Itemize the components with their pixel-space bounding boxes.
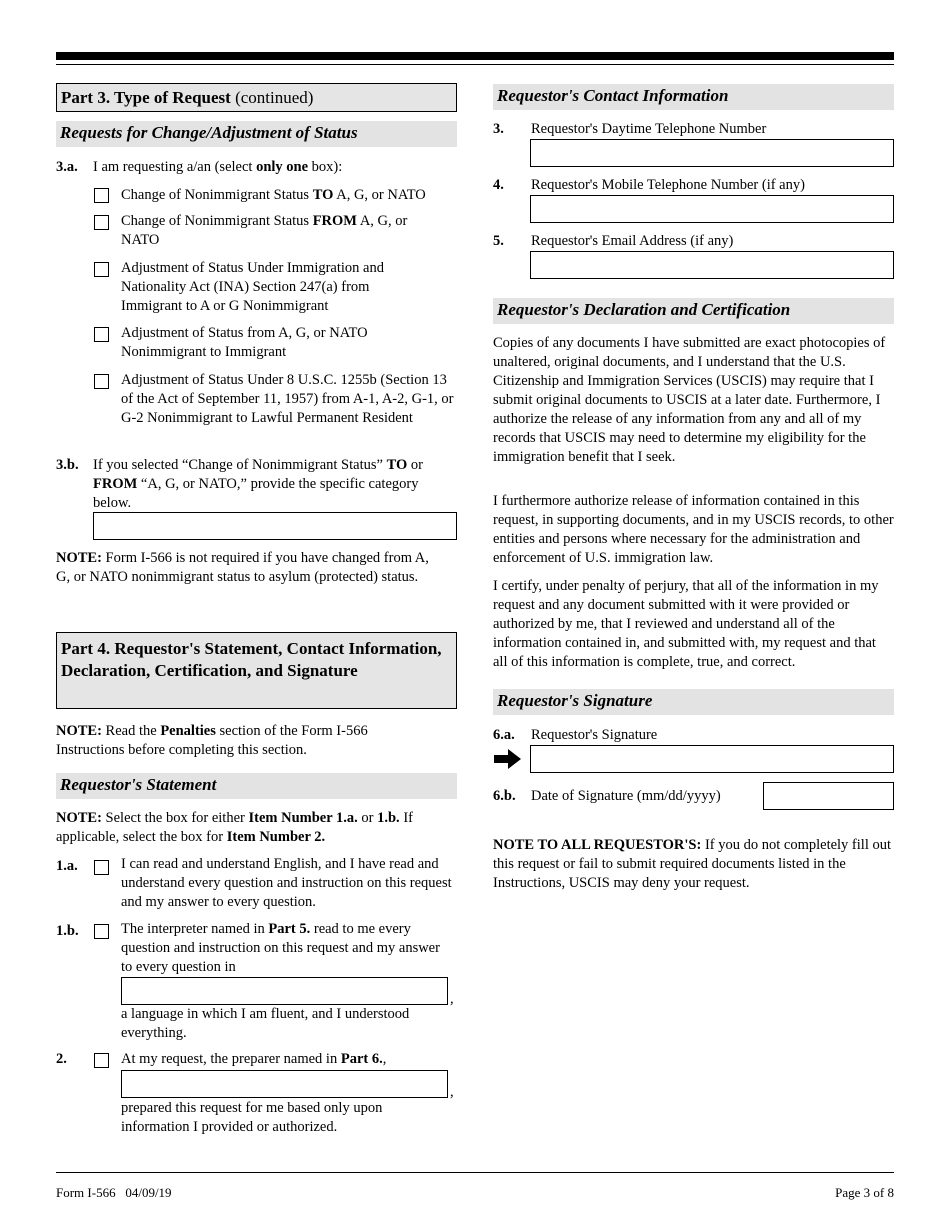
item-3b-t1: If you selected “Change of Nonimmigrant Status” [93,457,387,473]
statement-note-label: NOTE: [56,810,102,826]
item-5-label: Requestor's Email Address (if any) [531,233,734,249]
statement-note-t1: Select the box for either [101,810,249,826]
part3-note-text: Form I-566 is not required if you have changed from A, G, or NATO nonimmigrant status to asylum (protected) status. [56,550,429,585]
item-2-number: 2. [56,1051,67,1067]
item-6b-label: Date of Signature (mm/dd/yyyy) [531,788,721,804]
part3-title [56,83,457,112]
option-adjust-to-immigrant: Adjustment of Status from A, G, or NATO Nonimmigrant to Immigrant [121,325,368,360]
part3-title-rest: (continued) [230,88,314,107]
signature-input[interactable] [530,745,894,773]
item-1b-text [121,920,451,977]
part4-title: Part 4. Requestor's Statement, Contact Information, Declaration, Certification, and Signature [56,632,457,709]
final-note-label: NOTE TO ALL REQUESTOR'S: [493,837,702,853]
language-input[interactable] [121,977,448,1005]
arrow-right-icon [494,749,522,769]
checkbox-adjust-247a[interactable] [94,262,109,277]
item-4-number: 4. [493,177,504,193]
top-rule-thin [56,64,894,65]
item-4-label: Requestor's Mobile Telephone Number (if any) [531,177,805,193]
part4-note-pre: Read the [101,723,161,739]
item-3a-text-before: I am requesting a/an (select [93,159,257,175]
item-3a-number: 3.a. [56,159,78,175]
item-3b-text [93,456,455,513]
preparer-input[interactable] [121,1070,448,1098]
part4-note [56,722,416,760]
final-note-text: If you do not completely fill out this request or fail to submit required documents listed in the Instructions, USCIS may deny your request. [493,837,892,891]
item-3a-text-bold: only one [256,159,309,175]
opt1-bold: FROM [312,213,357,229]
item-2-bold: Part 6. [340,1051,383,1067]
section-declaration: Requestor's Declaration and Certification [493,298,894,324]
checkbox-1a-english[interactable] [94,860,109,875]
part3-note [56,549,446,587]
email-input[interactable] [530,251,894,279]
item-3b-number: 3.b. [56,457,79,473]
item-3b-t3: “A, G, or NATO,” provide the specific category below. [93,476,419,511]
item-6a-number: 6.a. [493,727,515,743]
part4-note-bold: Penalties [160,723,216,739]
option-adjust-1255b: Adjustment of Status Under 8 U.S.C. 1255b (Section 13 of the Act of September 11, 1957) from A-1, A-2, G-1, or G-2 Nonimmigrant to Lawful Permanent Resident [121,372,454,426]
item-6a-label: Requestor's Signature [531,727,658,743]
daytime-phone-input[interactable] [530,139,894,167]
item-3-label: Requestor's Daytime Telephone Number [531,121,767,137]
footer-page-number: Page 3 of 8 [835,1185,894,1200]
item-2-after: prepared this request for me based only upon information I provided or authorized. [121,1100,383,1135]
top-rule-thick [56,52,894,60]
declaration-para-1: Copies of any documents I have submitted are exact photocopies of unaltered, original documents, and I understand that the U.S. Citizenship and Immigration Services (USCIS) may require that I submit original documents to USCIS at a later date. Furthermore, I authorize the release of any information from any and all of my records that USCIS may need to determine my eligibility for the immigration benefit that I seek. [493,335,886,465]
opt0-bold: TO [312,187,334,203]
item-3a-text [93,158,342,177]
final-note [493,836,894,893]
declaration-para-3: I certify, under penalty of perjury, that all of the information in my request and any document submitted with it were provided or authorized by me, that I reviewed and understand all of the information contained in, and submitted with, my request and that all of this information is complete, true, and correct. [493,578,879,670]
option-change-to-agnato [121,186,456,205]
statement-note-b1: Item Number 1.a. [248,810,358,826]
item-1b-number: 1.b. [56,923,79,939]
item-1b-pre: The interpreter named in [121,921,269,937]
part4-note-post: section of the Form I-566 Instructions before completing this section. [56,723,368,758]
item-3a-text-after: box): [308,159,343,175]
item-1b-after: a language in which I am fluent, and I understood everything. [121,1006,410,1041]
option-adjust-247a: Adjustment of Status Under Immigration and Nationality Act (INA) Section 247(a) from Immigrant to A or G Nonimmigrant [121,260,384,314]
checkbox-1b-interpreter[interactable] [94,924,109,939]
item-3b-b2: FROM [93,476,138,492]
item-3-number: 3. [493,121,504,137]
section-signature: Requestor's Signature [493,689,894,715]
item-2-text [121,1050,451,1069]
item-1a-number: 1.a. [56,858,78,874]
mobile-phone-input[interactable] [530,195,894,223]
opt1-post: A, G, or NATO [121,213,408,248]
statement-note-t3: If applicable, select the box for [56,810,413,845]
footer-form-id: Form I-566 04/09/19 [56,1185,172,1200]
item-2-pre: At my request, the preparer named in [121,1051,341,1067]
checkbox-adjust-to-immigrant[interactable] [94,327,109,342]
bottom-rule [56,1172,894,1173]
item-5-number: 5. [493,233,504,249]
statement-note-t2: or [357,810,378,826]
item-3b-t2: or [407,457,423,473]
declaration-para-2: I furthermore authorize release of information contained in this request, in supporting documents, and in my USCIS records, to other entities and persons where necessary for the administration and enforcement of U.S. immigration law. [493,493,894,566]
item-1b-post: read to me every question and instruction on this request and my answer to every question in [121,921,440,975]
opt1-pre: Change of Nonimmigrant Status [121,213,313,229]
preparer-comma: , [450,1084,454,1100]
signature-date-input[interactable] [763,782,894,810]
part4-note-label: NOTE: [56,723,102,739]
option-change-from-agnato [121,212,441,250]
part3-title-bold: Part 3. Type of Request [61,88,231,107]
section-requestor-statement: Requestor's Statement [56,773,457,799]
opt0-post: A, G, or NATO [333,187,426,203]
item-2-post: , [382,1051,387,1067]
item-1b-bold: Part 5. [268,921,311,937]
checkbox-change-to-agnato[interactable] [94,188,109,203]
item-1a-text: I can read and understand English, and I have read and understand every question and instruction on this request and my answer to every question. [121,856,452,910]
opt0-pre: Change of Nonimmigrant Status [121,187,313,203]
item-6b-number: 6.b. [493,788,516,804]
part3-note-label: NOTE: [56,550,102,566]
statement-note-b2: 1.b. [377,810,400,826]
checkbox-adjust-1255b[interactable] [94,374,109,389]
checkbox-2-preparer[interactable] [94,1053,109,1068]
item-3b-b1: TO [386,457,408,473]
section-contact-info: Requestor's Contact Information [493,84,894,110]
statement-note-b3: Item Number 2. [226,829,326,845]
checkbox-change-from-agnato[interactable] [94,215,109,230]
section-change-adjustment: Requests for Change/Adjustment of Status [56,121,457,147]
language-comma: , [450,991,454,1007]
specific-category-input[interactable] [93,512,457,540]
statement-note [56,809,456,847]
